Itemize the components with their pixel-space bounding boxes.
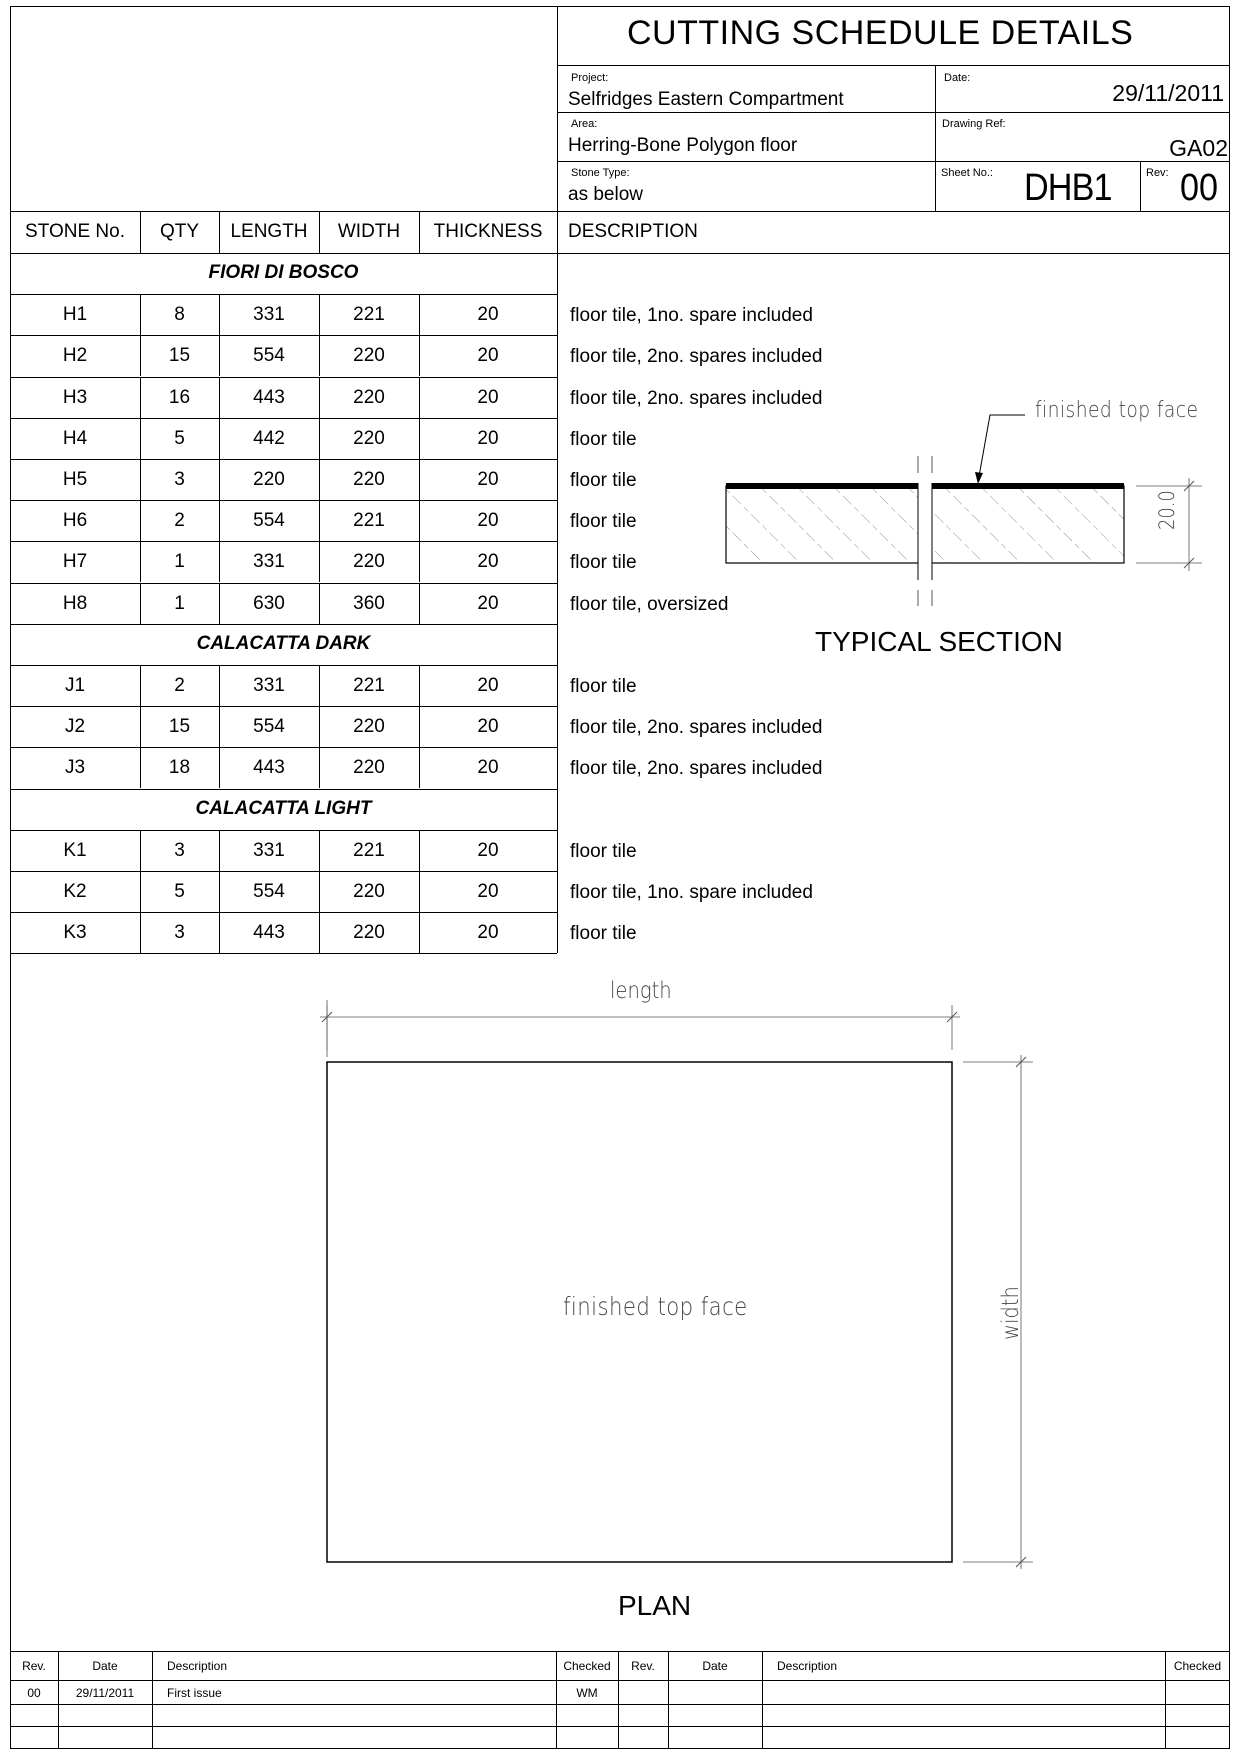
col-divider: [140, 377, 141, 418]
col-divider: [319, 706, 320, 747]
col-divider: [419, 500, 420, 541]
typical-section-title: TYPICAL SECTION: [815, 626, 1063, 657]
stone-no-cell: K2: [63, 881, 87, 902]
length-cell: 554: [253, 716, 285, 738]
row-line: [10, 377, 557, 378]
thickness-cell: 20: [477, 839, 499, 861]
thickness-cell: 20: [477, 510, 499, 532]
qty-cell: 16: [168, 386, 191, 408]
divider: [557, 65, 1230, 66]
qty-cell: 5: [174, 881, 185, 902]
plan-title: PLAN: [618, 1590, 692, 1621]
row-line: [10, 706, 557, 707]
rev-col-divider: [762, 1651, 763, 1749]
col-divider: [219, 418, 220, 459]
qty-cell: 2: [174, 510, 185, 532]
divider: [1140, 161, 1141, 211]
divider: [557, 161, 1230, 162]
length-cell: 630: [253, 592, 285, 614]
description-cell: floor tile: [570, 511, 637, 533]
thickness-cell: 20: [477, 551, 499, 573]
thickness-cell: 20: [477, 304, 499, 326]
col-divider: [319, 830, 320, 871]
description-cell: floor tile, 1no. spare included: [570, 305, 813, 327]
col-divider: [319, 583, 320, 624]
col-divider: [219, 912, 220, 953]
length-cell: 331: [253, 304, 285, 326]
rev-checked-header: Checked: [563, 1659, 611, 1673]
length-cell: 554: [253, 881, 285, 902]
width-cell: 220: [353, 551, 385, 573]
section-face-annotation: finished top face: [1035, 398, 1199, 423]
description-cell: floor tile, 1no. spare included: [570, 882, 813, 903]
title-block-left-border: [557, 6, 558, 211]
length-cell: 331: [253, 839, 285, 861]
stone-type-value: as below: [568, 184, 643, 205]
length-cell: 331: [253, 675, 285, 696]
col-divider: [319, 459, 320, 500]
row-line: [10, 583, 557, 584]
col-divider: [219, 294, 220, 335]
col-divider: [140, 665, 141, 706]
plan-length-label: length: [610, 978, 672, 1004]
col-divider: [319, 747, 320, 788]
col-header-qty: QTY: [159, 221, 200, 242]
row-line: [10, 747, 557, 748]
col-divider: [319, 912, 320, 953]
width-cell: 221: [353, 510, 385, 532]
col-divider: [419, 583, 420, 624]
col-divider: [140, 335, 141, 376]
col-divider: [140, 747, 141, 788]
rev-description-header: Description: [167, 1659, 228, 1673]
date-label: Date:: [944, 72, 971, 84]
qty-cell: 3: [174, 469, 185, 490]
rev-row-line: [10, 1726, 1230, 1727]
length-cell: 443: [253, 922, 285, 944]
thickness-cell: 20: [477, 345, 499, 367]
qty-cell: 8: [174, 304, 185, 326]
col-header-length: LENGTH: [230, 221, 308, 242]
row-line: [10, 830, 557, 831]
row-line: [10, 665, 557, 666]
description-cell: floor tile: [570, 552, 637, 574]
stone-no-cell: H5: [62, 469, 88, 490]
stone-no-cell: K3: [63, 922, 87, 944]
thickness-cell: 20: [477, 881, 499, 902]
rev-row-line: [10, 1704, 1230, 1705]
stone-no-cell: H3: [62, 386, 88, 408]
leader-arrow: [975, 472, 983, 484]
drawing-title: CUTTING SCHEDULE DETAILS: [627, 14, 1134, 52]
col-divider: [140, 459, 141, 500]
col-divider: [419, 830, 420, 871]
group-heading: CALACATTA LIGHT: [195, 797, 372, 819]
qty-cell: 15: [168, 345, 191, 367]
drawing-ref-label: Drawing Ref:: [942, 118, 1006, 130]
length-cell: 220: [253, 469, 285, 490]
thickness-cell: 20: [477, 592, 499, 614]
thickness-cell: 20: [477, 757, 499, 779]
thickness-cell: 20: [477, 469, 499, 490]
col-header-stone-no: STONE No.: [25, 221, 125, 242]
sheet-no-value: DHB1: [1024, 167, 1112, 209]
row-line: [10, 459, 557, 460]
project-value: Selfridges Eastern Compartment: [568, 89, 844, 110]
col-divider: [140, 500, 141, 541]
row-line: [10, 294, 557, 295]
thickness-cell: 20: [477, 716, 499, 738]
col-divider: [319, 294, 320, 335]
qty-cell: 5: [174, 427, 185, 449]
description-cell: floor tile: [570, 428, 637, 450]
col-divider: [140, 830, 141, 871]
rev-entry-date: 29/11/2011: [75, 1686, 135, 1700]
width-cell: 220: [353, 427, 385, 449]
col-divider: [140, 706, 141, 747]
header-bottom-border: [10, 253, 1230, 254]
col-divider: [140, 912, 141, 953]
rev-row-line: [10, 1680, 1230, 1681]
row-line: [10, 335, 557, 336]
col-divider: [419, 335, 420, 376]
group-heading: FIORI DI BOSCO: [208, 262, 359, 283]
stone-no-cell: J3: [64, 757, 86, 779]
col-divider: [419, 418, 420, 459]
rev-date-header-2: Date: [702, 1659, 728, 1673]
section-thickness-dimension: 20.0: [1155, 490, 1179, 530]
qty-cell: 18: [168, 757, 191, 779]
description-cell: floor tile: [570, 840, 637, 862]
stone-no-cell: J1: [64, 675, 86, 696]
qty-cell: 3: [174, 839, 185, 861]
width-cell: 220: [353, 922, 385, 944]
width-cell: 220: [353, 386, 385, 408]
col-divider: [219, 747, 220, 788]
stone-no-cell: H7: [62, 551, 88, 573]
plan-width-label: width: [998, 1286, 1024, 1340]
col-divider: [419, 912, 420, 953]
thickness-cell: 20: [477, 386, 499, 408]
width-cell: 220: [353, 716, 385, 738]
col-divider: [419, 294, 420, 335]
stone-no-cell: J2: [64, 716, 86, 738]
width-cell: 220: [353, 757, 385, 779]
width-cell: 221: [353, 675, 385, 696]
rev-value: 00: [1180, 167, 1219, 209]
description-cell: floor tile, oversized: [570, 593, 729, 615]
description-cell: floor tile, 2no. spares included: [570, 717, 823, 739]
plan-drawing: [300, 1000, 1060, 1580]
col-divider: [219, 335, 220, 376]
col-divider: [419, 706, 420, 747]
rev-description-header-2: Description: [777, 1659, 838, 1673]
stone-no-cell: H8: [62, 592, 88, 614]
qty-cell: 15: [168, 716, 191, 738]
row-line: [10, 789, 557, 790]
col-header-description: DESCRIPTION: [568, 221, 698, 242]
col-divider: [419, 377, 420, 418]
col-divider: [219, 500, 220, 541]
col-divider: [419, 747, 420, 788]
col-divider: [140, 583, 141, 624]
rev-table-top: [10, 1651, 1230, 1652]
col-divider: [219, 377, 220, 418]
sheet-no-label: Sheet No.:: [941, 167, 993, 179]
rev-header: Rev.: [22, 1659, 46, 1673]
description-cell: floor tile: [570, 470, 637, 491]
col-divider: [219, 665, 220, 706]
col-header-width: WIDTH: [337, 221, 401, 242]
stone-no-cell: H1: [62, 304, 88, 326]
col-divider: [219, 830, 220, 871]
description-cell: floor tile, 2no. spares included: [570, 387, 823, 409]
col-divider: [419, 459, 420, 500]
length-cell: 443: [253, 757, 285, 779]
project-label: Project:: [571, 72, 609, 84]
table-top-border: [10, 211, 1230, 212]
date-value: 29/11/2011: [1112, 80, 1224, 106]
row-line: [10, 871, 557, 872]
row-line: [10, 541, 557, 542]
stone-no-cell: H6: [62, 510, 88, 532]
stone-no-cell: H2: [62, 345, 88, 367]
qty-cell: 3: [174, 922, 185, 944]
rev-date-header: Date: [92, 1659, 118, 1673]
thickness-cell: 20: [477, 427, 499, 449]
group-heading: CALACATTA DARK: [196, 632, 371, 654]
col-divider: [140, 294, 141, 335]
qty-cell: 1: [174, 551, 185, 573]
col-divider: [219, 871, 220, 912]
row-line: [10, 500, 557, 501]
qty-cell: 2: [174, 675, 185, 696]
break-gap: [918, 450, 932, 610]
rev-col-divider: [152, 1651, 153, 1749]
width-cell: 220: [353, 469, 385, 490]
row-line: [10, 418, 557, 419]
col-divider: [140, 418, 141, 459]
width-cell: 360: [353, 592, 385, 614]
description-cell: floor tile, 2no. spares included: [570, 758, 823, 780]
row-line: [10, 912, 557, 913]
col-divider: [319, 665, 320, 706]
area-label: Area:: [571, 118, 598, 130]
rev-label: Rev:: [1146, 167, 1169, 179]
col-divider: [319, 541, 320, 582]
col-divider: [319, 418, 320, 459]
stone-type-label: Stone Type:: [571, 167, 630, 179]
length-cell: 554: [253, 510, 285, 532]
width-cell: 221: [353, 304, 385, 326]
col-divider: [419, 541, 420, 582]
col-divider: [219, 541, 220, 582]
col-divider: [319, 377, 320, 418]
length-cell: 443: [253, 386, 285, 408]
width-cell: 220: [353, 345, 385, 367]
col-divider: [140, 871, 141, 912]
stone-no-cell: H4: [62, 427, 88, 449]
thickness-cell: 20: [477, 675, 499, 696]
col-header-thickness: THICKNESS: [433, 221, 543, 242]
area-value: Herring-Bone Polygon floor: [568, 135, 798, 156]
description-cell: floor tile: [570, 676, 637, 697]
length-cell: 331: [253, 551, 285, 573]
col-divider: [319, 871, 320, 912]
width-cell: 221: [353, 839, 385, 861]
col-divider: [419, 665, 420, 706]
col-divider: [319, 500, 320, 541]
col-divider: [140, 541, 141, 582]
stone-no-cell: K1: [63, 839, 87, 861]
leader-line: [978, 415, 1025, 482]
rev-entry-checked: WM: [576, 1686, 598, 1700]
thickness-cell: 20: [477, 922, 499, 944]
col-divider: [219, 706, 220, 747]
length-cell: 554: [253, 345, 285, 367]
qty-cell: 1: [174, 592, 185, 614]
row-line: [10, 624, 557, 625]
rev-checked-header-2: Checked: [1173, 1659, 1222, 1673]
description-cell: floor tile, 2no. spares included: [570, 346, 823, 368]
rev-header-2: Rev.: [631, 1659, 655, 1673]
col-divider: [219, 459, 220, 500]
row-line: [10, 953, 557, 954]
length-cell: 442: [253, 427, 285, 449]
divider: [935, 65, 936, 211]
col-divider: [419, 871, 420, 912]
drawing-ref-value: GA02: [1169, 135, 1228, 161]
col-divider: [319, 335, 320, 376]
rev-entry-description: First issue: [167, 1686, 222, 1700]
width-cell: 220: [353, 881, 385, 902]
col-divider: [219, 583, 220, 624]
description-cell: floor tile: [570, 923, 637, 945]
rev-entry-rev: 00: [27, 1686, 41, 1700]
description-col-divider: [557, 211, 558, 953]
plan-face-label: finished top face: [563, 1292, 748, 1321]
divider: [557, 112, 1230, 113]
